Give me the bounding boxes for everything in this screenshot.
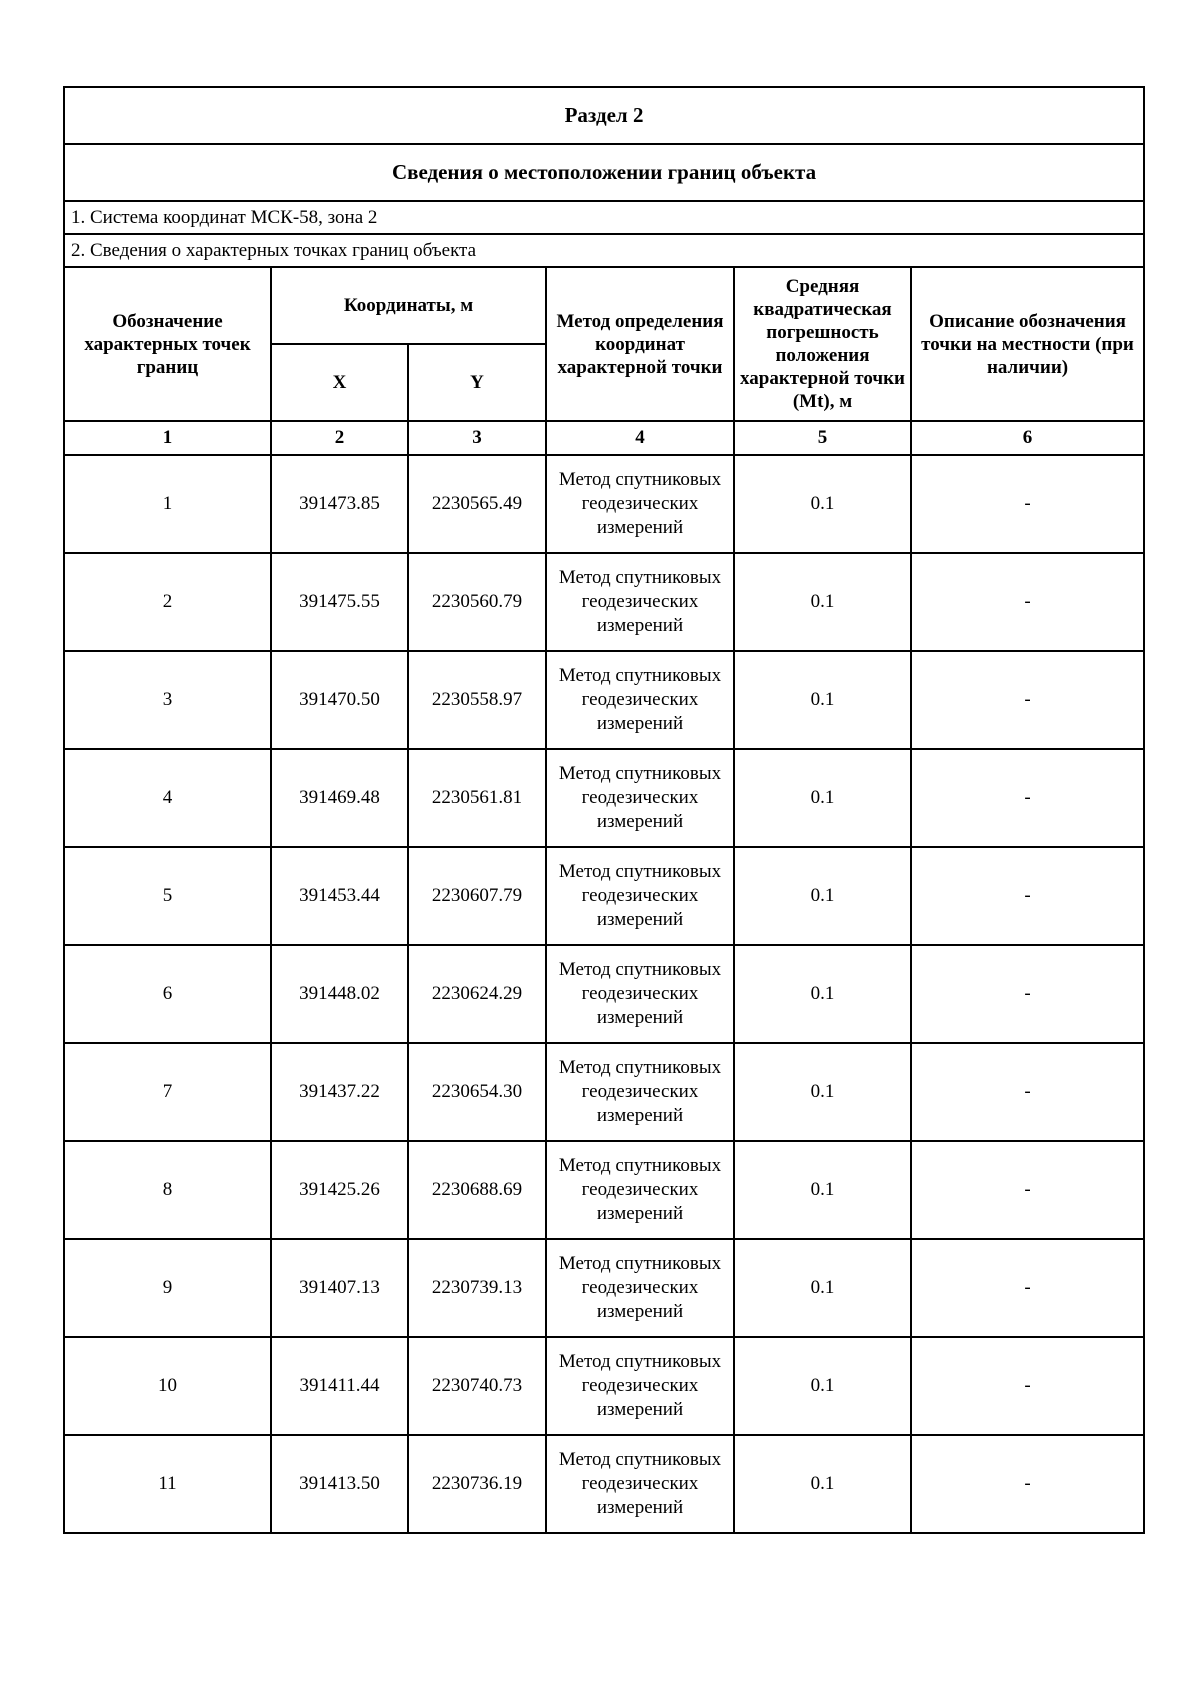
method-cell: Метод спутниковых геодезических измерений [546, 1043, 734, 1141]
method-cell: Метод спутниковых геодезических измерений [546, 1337, 734, 1435]
coord-y-cell: 2230739.13 [408, 1239, 546, 1337]
header-description: Описание обозначения точки на местности (при наличии) [911, 267, 1144, 421]
table-row [64, 553, 1144, 651]
table-row [64, 945, 1144, 1043]
point-id-cell: 2 [64, 553, 271, 651]
point-id-cell: 10 [64, 1337, 271, 1435]
mean-error-cell: 0.1 [734, 455, 911, 553]
coord-x-cell: 391411.44 [271, 1337, 408, 1435]
mean-error-cell: 0.1 [734, 1337, 911, 1435]
method-cell: Метод спутниковых геодезических измерений [546, 455, 734, 553]
header-coordinates: Координаты, м [271, 267, 546, 344]
coord-x-cell: 391407.13 [271, 1239, 408, 1337]
description-cell: - [911, 945, 1144, 1043]
header-method: Метод определения координат характерной точки [546, 267, 734, 421]
point-id-cell: 3 [64, 651, 271, 749]
method-cell: Метод спутниковых геодезических измерений [546, 553, 734, 651]
points-info-line: 2. Сведения о характерных точках границ объекта [64, 234, 1144, 267]
header-point-designation: Обозначение характерных точек границ [64, 267, 271, 421]
table-row [64, 455, 1144, 553]
method-cell: Метод спутниковых геодезических измерений [546, 749, 734, 847]
mean-error-cell: 0.1 [734, 553, 911, 651]
column-number: 6 [911, 421, 1144, 455]
column-number: 5 [734, 421, 911, 455]
method-cell: Метод спутниковых геодезических измерений [546, 1141, 734, 1239]
column-number: 4 [546, 421, 734, 455]
header-x: X [271, 344, 408, 421]
coord-y-cell: 2230688.69 [408, 1141, 546, 1239]
mean-error-cell: 0.1 [734, 1239, 911, 1337]
coord-x-cell: 391448.02 [271, 945, 408, 1043]
boundary-points-table [63, 86, 1145, 1534]
mean-error-cell: 0.1 [734, 945, 911, 1043]
column-number: 3 [408, 421, 546, 455]
coord-y-cell: 2230654.30 [408, 1043, 546, 1141]
description-cell: - [911, 1435, 1144, 1533]
coord-x-cell: 391473.85 [271, 455, 408, 553]
description-cell: - [911, 749, 1144, 847]
point-id-cell: 5 [64, 847, 271, 945]
table-row [64, 1435, 1144, 1533]
coord-x-cell: 391437.22 [271, 1043, 408, 1141]
point-rows [64, 455, 1144, 1533]
table-row [64, 1239, 1144, 1337]
coord-y-cell: 2230624.29 [408, 945, 546, 1043]
description-cell: - [911, 1141, 1144, 1239]
column-number: 2 [271, 421, 408, 455]
method-cell: Метод спутниковых геодезических измерений [546, 651, 734, 749]
coord-x-cell: 391453.44 [271, 847, 408, 945]
mean-error-cell: 0.1 [734, 749, 911, 847]
column-number: 1 [64, 421, 271, 455]
point-id-cell: 11 [64, 1435, 271, 1533]
table-row [64, 651, 1144, 749]
coord-x-cell: 391425.26 [271, 1141, 408, 1239]
coord-y-cell: 2230565.49 [408, 455, 546, 553]
table-row [64, 1337, 1144, 1435]
header-mean-error: Средняя квадратическая погрешность положения характерной точки (Mt), м [734, 267, 911, 421]
point-id-cell: 1 [64, 455, 271, 553]
point-id-cell: 4 [64, 749, 271, 847]
coord-system-line: 1. Система координат МСК-58, зона 2 [64, 201, 1144, 234]
method-cell: Метод спутниковых геодезических измерений [546, 945, 734, 1043]
section-title: Раздел 2 [64, 87, 1144, 144]
method-cell: Метод спутниковых геодезических измерений [546, 1239, 734, 1337]
column-number-row [64, 421, 1144, 455]
description-cell: - [911, 455, 1144, 553]
mean-error-cell: 0.1 [734, 1043, 911, 1141]
coord-x-cell: 391469.48 [271, 749, 408, 847]
description-cell: - [911, 1337, 1144, 1435]
coord-y-cell: 2230561.81 [408, 749, 546, 847]
method-cell: Метод спутниковых геодезических измерений [546, 1435, 734, 1533]
method-cell: Метод спутниковых геодезических измерений [546, 847, 734, 945]
coord-x-cell: 391470.50 [271, 651, 408, 749]
table-row [64, 1043, 1144, 1141]
table-row [64, 847, 1144, 945]
description-cell: - [911, 553, 1144, 651]
coord-y-cell: 2230736.19 [408, 1435, 546, 1533]
point-id-cell: 9 [64, 1239, 271, 1337]
description-cell: - [911, 651, 1144, 749]
description-cell: - [911, 1043, 1144, 1141]
point-id-cell: 6 [64, 945, 271, 1043]
coord-y-cell: 2230607.79 [408, 847, 546, 945]
mean-error-cell: 0.1 [734, 1141, 911, 1239]
section-subtitle: Сведения о местоположении границ объекта [64, 144, 1144, 201]
coord-x-cell: 391413.50 [271, 1435, 408, 1533]
coord-y-cell: 2230560.79 [408, 553, 546, 651]
point-id-cell: 7 [64, 1043, 271, 1141]
mean-error-cell: 0.1 [734, 651, 911, 749]
mean-error-cell: 0.1 [734, 847, 911, 945]
header-y: Y [408, 344, 546, 421]
coord-x-cell: 391475.55 [271, 553, 408, 651]
table-row [64, 749, 1144, 847]
mean-error-cell: 0.1 [734, 1435, 911, 1533]
description-cell: - [911, 1239, 1144, 1337]
coord-y-cell: 2230558.97 [408, 651, 546, 749]
coord-y-cell: 2230740.73 [408, 1337, 546, 1435]
table-row [64, 1141, 1144, 1239]
point-id-cell: 8 [64, 1141, 271, 1239]
description-cell: - [911, 847, 1144, 945]
